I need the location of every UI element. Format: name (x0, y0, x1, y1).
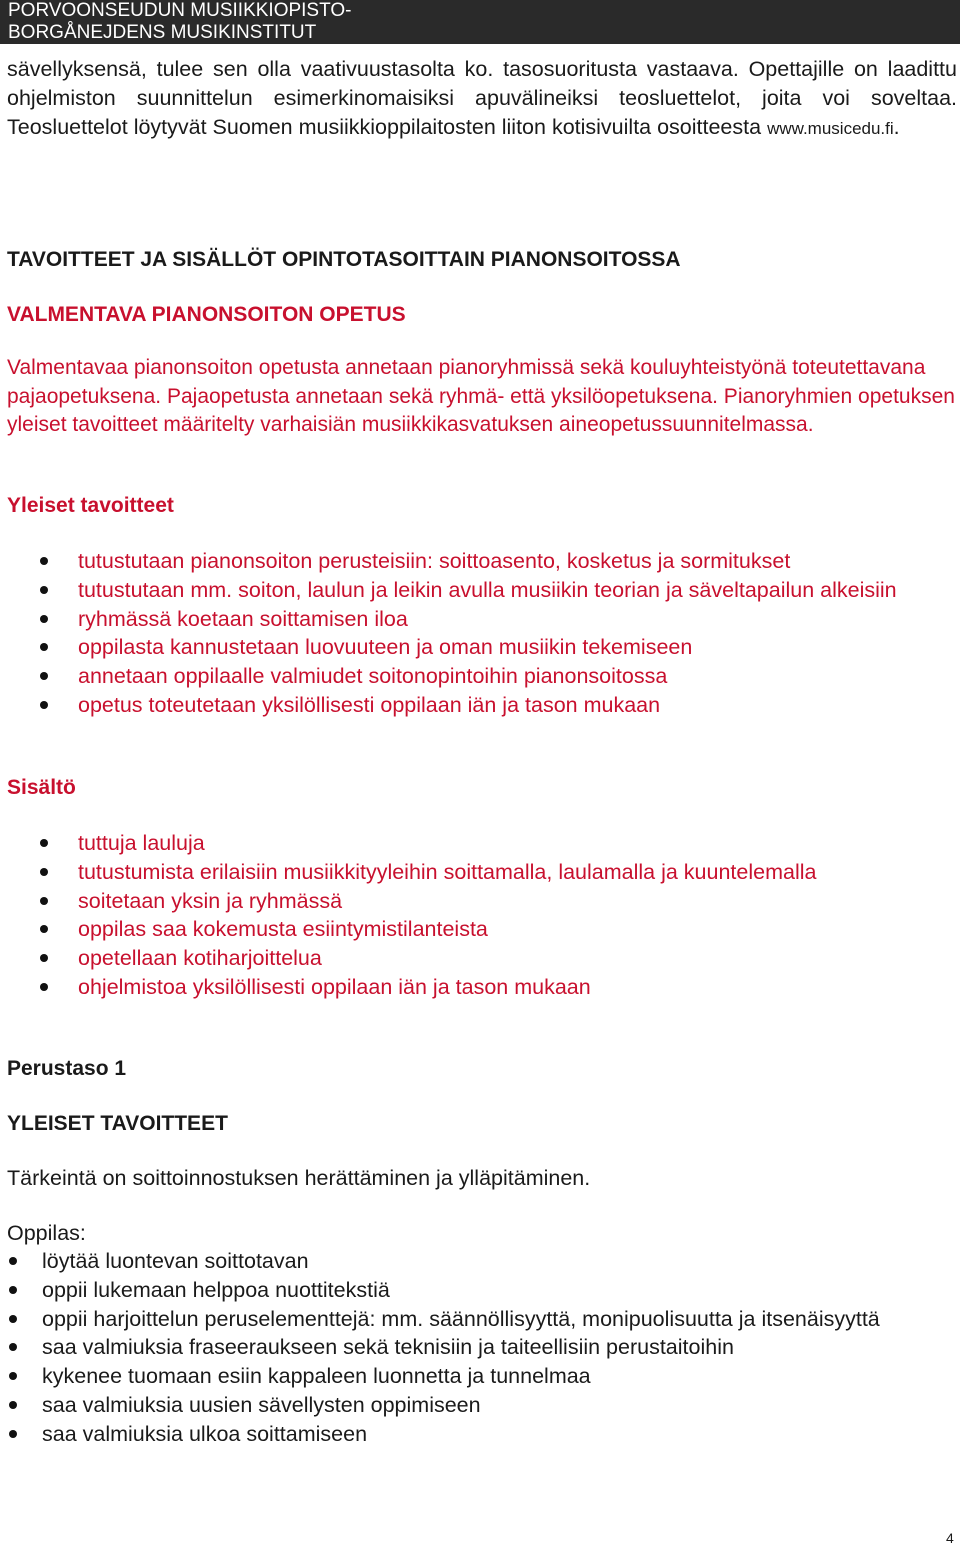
page-header (0, 0, 960, 44)
list-item: oppii harjoittelun peruselementtejä: mm. säännöllisyyttä, monipuolisuutta ja itsenäisyyttä (0, 1305, 958, 1334)
list-item: tuttuja lauluja (0, 829, 950, 858)
website-link[interactable]: www.musicedu.fi (767, 118, 894, 138)
intro-text: sävellyksensä, tulee sen olla vaativuustasolta ko. tasosuoritusta vastaava. Opettajille on laadittu ohjelmiston suunnittelun esimerkinomaisiksi apuvälineiksi teosluettelot, joita voi soveltaa. Teosluettelot löytyvät Suomen musiikkioppilaitosten liiton kotisivuilta osoitteesta (7, 57, 957, 139)
list-item: opetus toteutetaan yksilöllisesti oppilaan iän ja tason mukaan (0, 691, 950, 720)
list-item: oppilas saa kokemusta esiintymistilanteista (0, 915, 950, 944)
list-item: oppii lukemaan helppoa nuottitekstiä (0, 1276, 958, 1305)
list-item: opetellaan kotiharjoittelua (0, 944, 950, 973)
content-list (0, 829, 950, 1002)
content-heading: Sisältö (7, 776, 76, 799)
perustaso-title: Perustaso 1 (7, 1057, 127, 1080)
valmentava-paragraph: Valmentavaa pianonsoiton opetusta annetaan pianoryhmissä sekä kouluyhteistyönä toteutettavana pajaopetuksena. Pajaopetusta annetaan sekä ryhmä- että yksilöopetuksena. Pianoryhmien opetuksen yleiset tavoitteet määritelty varhaisiän musiikkikasvatuksen aineopetussuunnitelmassa. (7, 356, 955, 436)
list-item: saa valmiuksia ulkoa soittamiseen (0, 1420, 958, 1449)
list-item: tutustumista erilaisiin musiikkityyleihin soittamalla, laulamalla ja kuuntelemalla (0, 858, 950, 887)
valmentava-title: VALMENTAVA PIANONSOITON OPETUS (7, 303, 406, 326)
list-item: kykenee tuomaan esiin kappaleen luonnetta ja tunnelmaa (0, 1362, 958, 1391)
list-item: ohjelmistoa yksilöllisesti oppilaan iän ja tason mukaan (0, 973, 950, 1002)
list-item: saa valmiuksia uusien sävellysten oppimiseen (0, 1391, 958, 1420)
list-item: tutustutaan pianonsoiton perusteisiin: soittoasento, kosketus ja sormitukset (0, 547, 950, 576)
perustaso-statement: Tärkeintä on soittoinnostuksen herättäminen ja ylläpitäminen. (7, 1166, 591, 1190)
list-item: tutustutaan mm. soiton, laulun ja leikin avulla musiikin teorian ja säveltapailun alkeisiin (0, 576, 950, 605)
intro-paragraph (7, 55, 957, 143)
main-title: TAVOITTEET JA SISÄLLÖT OPINTOTASOITTAIN PIANONSOITOSSA (7, 248, 681, 271)
student-label: Oppilas: (7, 1221, 86, 1245)
list-item: soitetaan yksin ja ryhmässä (0, 887, 950, 916)
goals-heading: Yleiset tavoitteet (7, 494, 174, 517)
page-number: 4 (946, 1530, 954, 1546)
header-line-1: PORVOONSEUDUN MUSIIKKIOPISTO- (8, 0, 352, 21)
intro-end: . (893, 114, 900, 139)
list-item: ryhmässä koetaan soittamisen iloa (0, 605, 950, 634)
list-item: annetaan oppilaalle valmiudet soitonopintoihin pianonsoitossa (0, 662, 950, 691)
list-item: saa valmiuksia fraseeraukseen sekä teknisiin ja taiteellisiin perustaitoihin (0, 1333, 958, 1362)
header-line-2: BORGÅNEJDENS MUSIKINSTITUT (8, 22, 317, 43)
perustaso-subtitle: YLEISET TAVOITTEET (7, 1112, 228, 1135)
student-list (0, 1247, 958, 1449)
list-item: oppilasta kannustetaan luovuuteen ja oman musiikin tekemiseen (0, 633, 950, 662)
list-item: löytää luontevan soittotavan (0, 1247, 958, 1276)
goals-list (0, 547, 950, 720)
